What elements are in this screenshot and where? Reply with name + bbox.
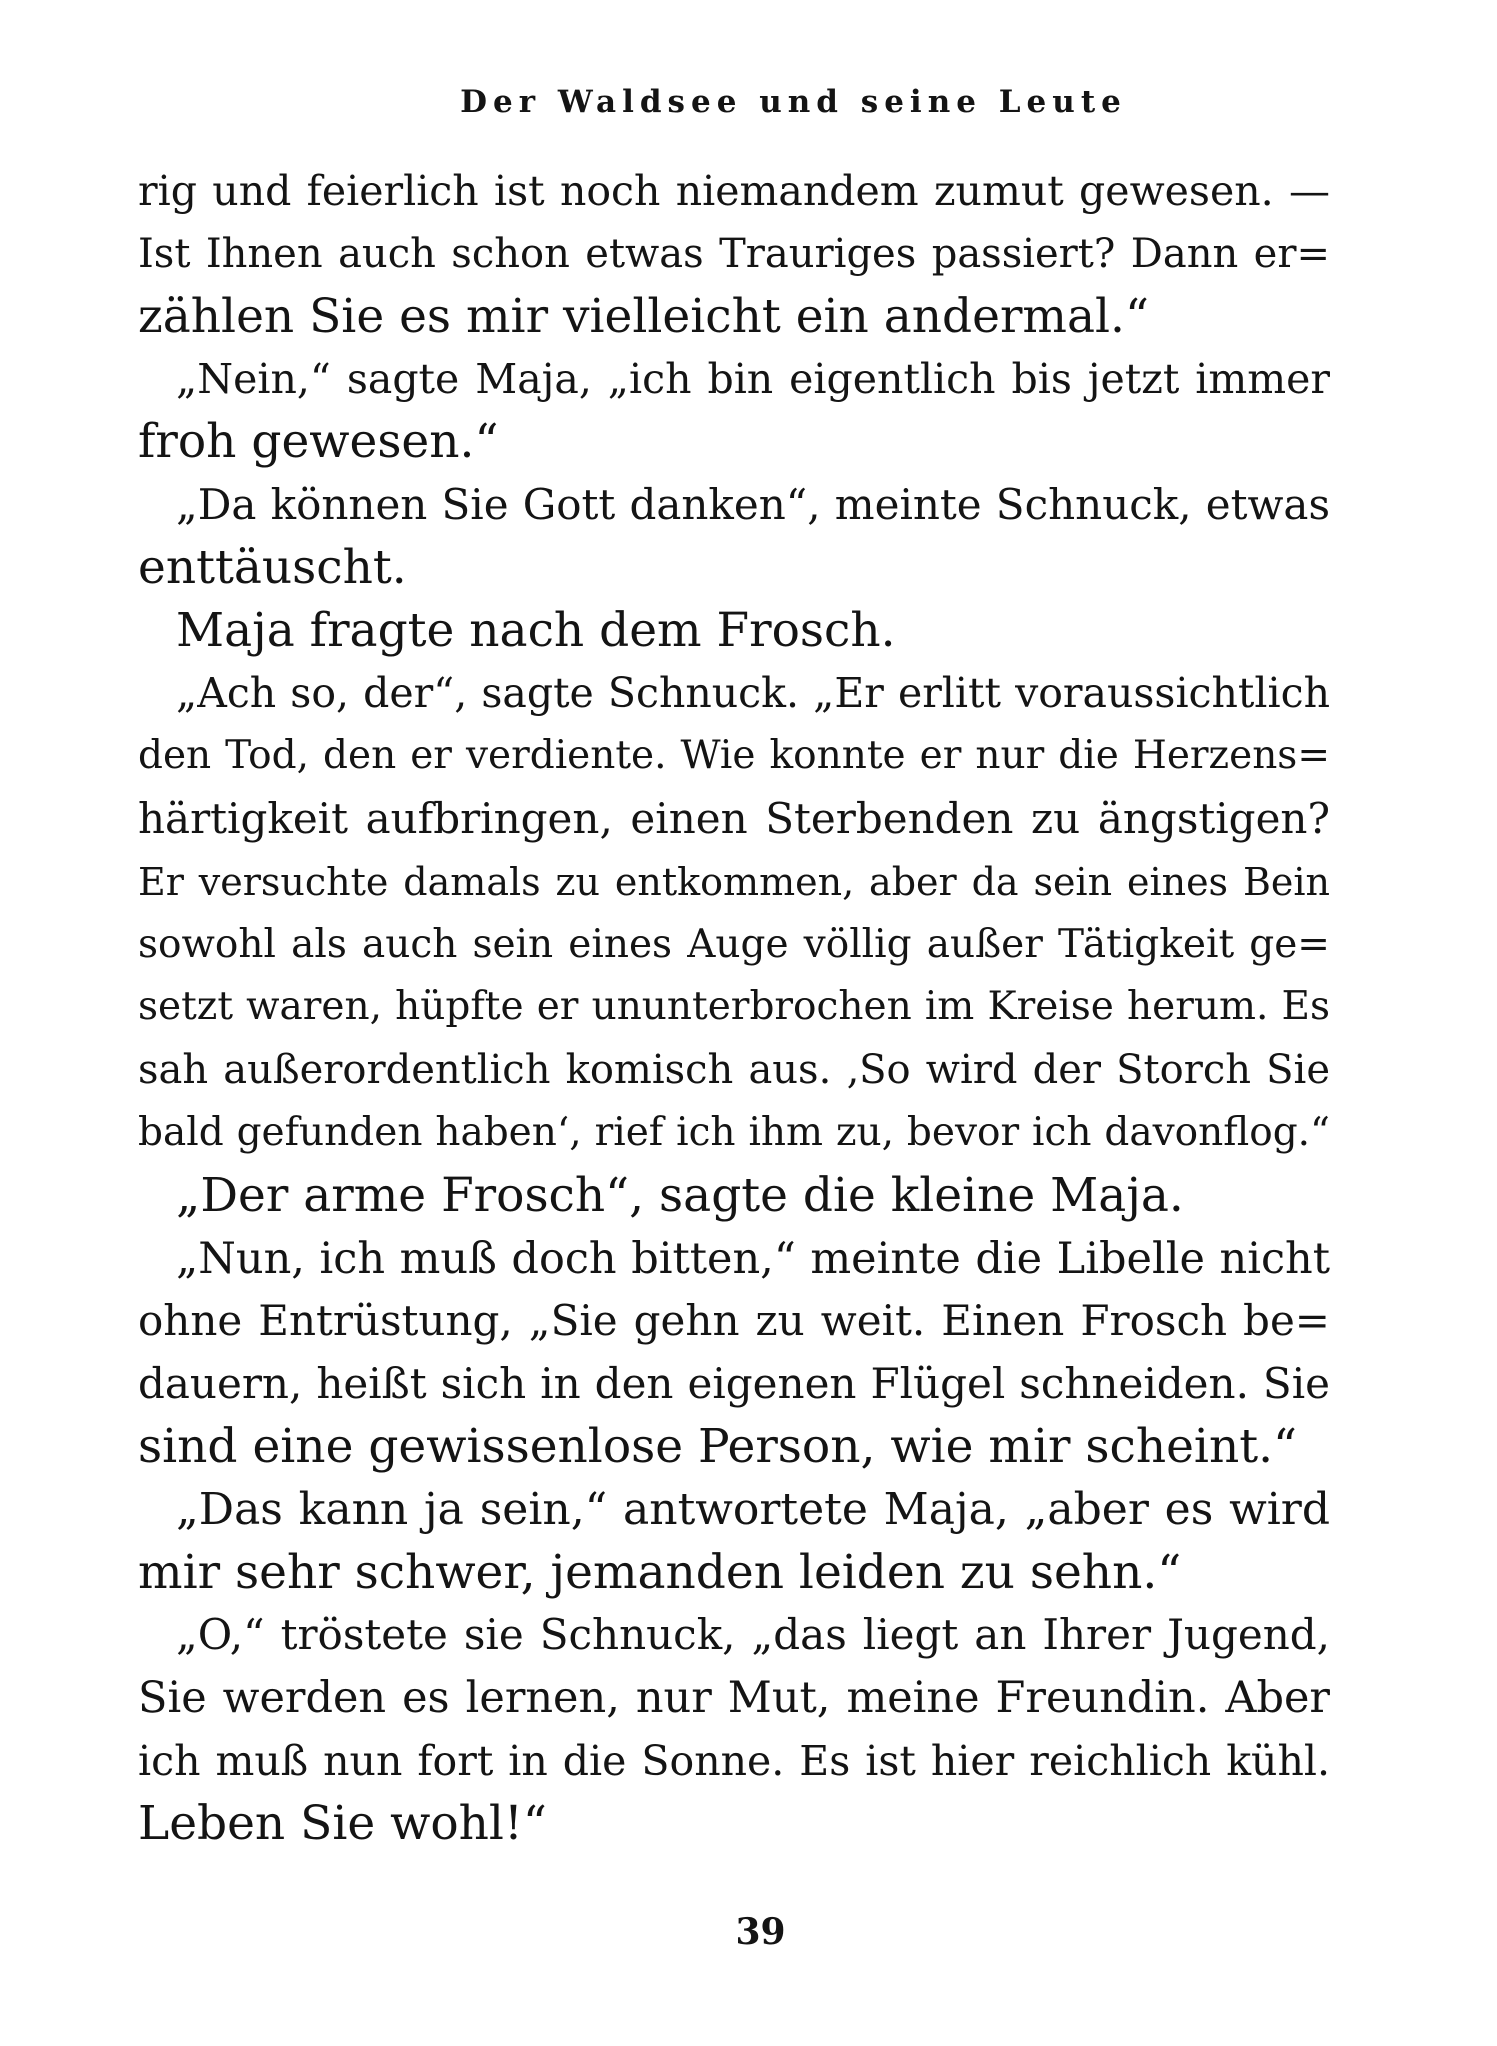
text-line: härtigkeit aufbringen, einen Sterbenden zu ängstigen? xyxy=(138,793,1330,843)
text-line: sah außerordentlich komisch aus. ‚So wird der Storch Sie xyxy=(138,1047,1330,1094)
text-line: dauern, heißt sich in den eigenen Flügel schneiden. Sie xyxy=(138,1359,1330,1409)
text-line: ohne Entrüstung, „Sie gehn zu weit. Einen Frosch be= xyxy=(138,1296,1330,1346)
text-line: Maja fragte nach dem Frosch. xyxy=(176,602,896,658)
text-line: froh gewesen.“ xyxy=(138,414,499,470)
text-line: Er versuchte damals zu entkommen, aber da sein eines Bein xyxy=(138,859,1330,904)
text-line: zählen Sie es mir vielleicht ein andermal.“ xyxy=(138,288,1150,344)
text-line: Sie werden es lernen, nur Mut, meine Freundin. Aber xyxy=(138,1673,1330,1724)
text-line: rig und feierlich ist noch niemandem zumut gewesen. — xyxy=(138,167,1330,215)
text-line: sowohl als auch sein eines Auge völlig außer Tätigkeit ge= xyxy=(138,921,1330,967)
text-line: sind eine gewissenlose Person, wie mir scheint.“ xyxy=(138,1418,1298,1474)
text-line: „Nun, ich muß doch bitten,“ meinte die Libelle nicht xyxy=(176,1233,1330,1284)
running-head: Der Waldsee und seine Leute xyxy=(460,84,1127,120)
text-line: Leben Sie wohl!“ xyxy=(138,1795,547,1851)
text-line: „O,“ tröstete sie Schnuck, „das liegt an Ihrer Jugend, xyxy=(176,1610,1330,1660)
text-line: „Ach so, der“, sagte Schnuck. „Er erlitt voraussichtlich xyxy=(176,669,1330,718)
text-line: „Nein,“ sagte Maja, „ich bin eigentlich bis jetzt immer xyxy=(176,355,1330,404)
text-line: enttäuscht. xyxy=(138,539,407,595)
text-line: bald gefunden haben‘, rief ich ihm zu, bevor ich davonflog.“ xyxy=(138,1109,1330,1155)
page-number: 39 xyxy=(735,1911,786,1953)
text-line: Ist Ihnen auch schon etwas Trauriges passiert? Dann er= xyxy=(138,230,1330,277)
text-line: mir sehr schwer, jemanden leiden zu sehn.“ xyxy=(138,1544,1182,1600)
text-line: „Da können Sie Gott danken“, meinte Schnuck, etwas xyxy=(176,479,1330,529)
text-line: „Der arme Frosch“, sagte die kleine Maja. xyxy=(176,1167,1184,1223)
text-line: ich muß nun fort in die Sonne. Es ist hier reichlich kühl. xyxy=(138,1736,1330,1785)
text-line: „Das kann ja sein,“ antwortete Maja, „aber es wird xyxy=(176,1483,1330,1535)
text-line: setzt waren, hüpfte er ununterbrochen im Kreise herum. Es xyxy=(138,984,1330,1030)
body-text xyxy=(138,160,1330,1856)
text-line: den Tod, den er verdiente. Wie konnte er nur die Herzens= xyxy=(138,733,1330,779)
